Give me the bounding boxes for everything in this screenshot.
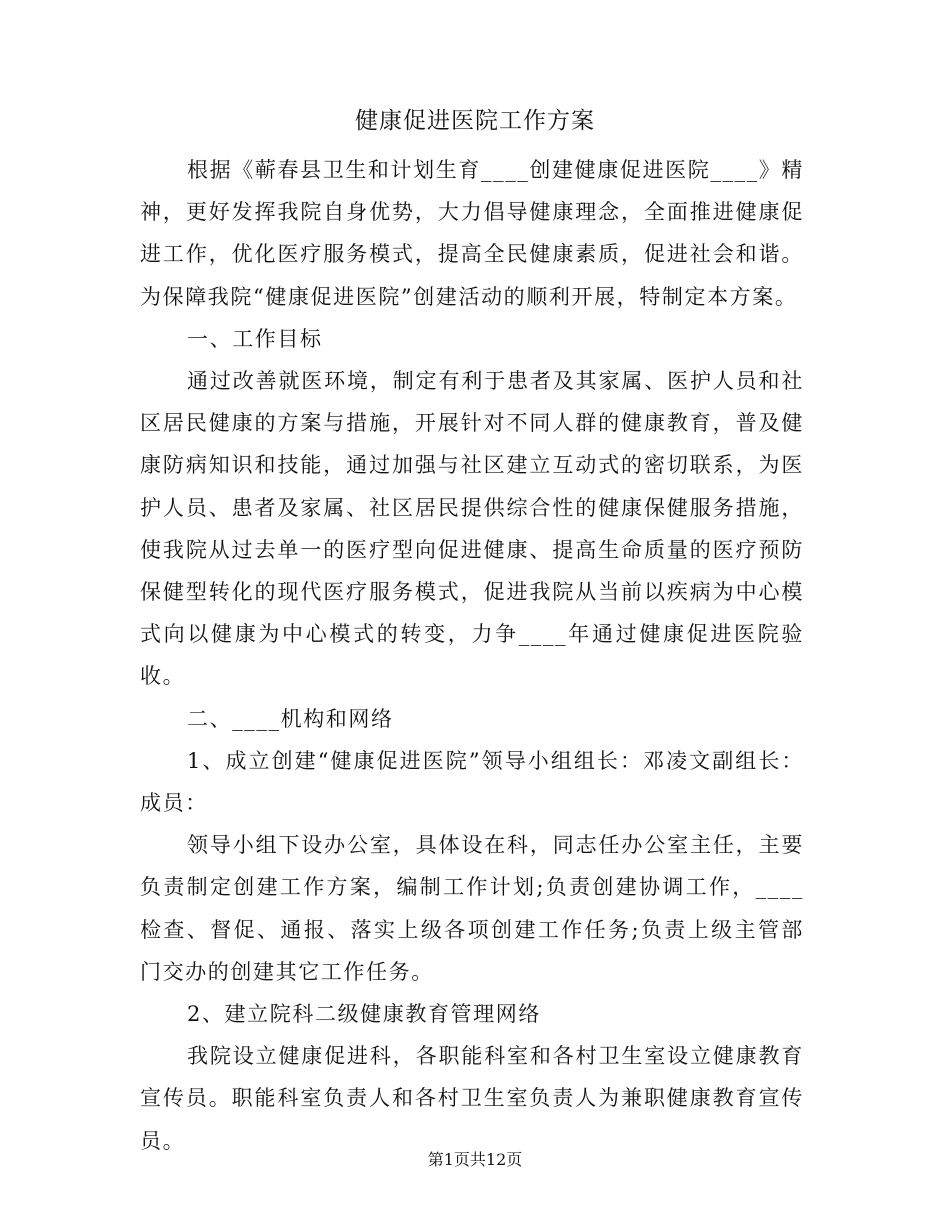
page-number: 第1页共12页 — [427, 1150, 523, 1169]
goals-paragraph: 通过改善就医环境，制定有利于患者及其家属、医护人员和社区居民健康的方案与措施，开展针对不同人群的健康教育，普及健康防病知识和技能，通过加强与社区建立互动式的密切联系，为医护人员、患者及家属、社区居民提供综合性的健康保健服务措施，使我院从过去单一的医疗型向促进健康、提高生命质量的医疗预防保健型转化的现代医疗服务模式，促进我院从当前以疾病为中心模式向以健康为中心模式的转变，力争____年通过健康促进医院验收。 — [140, 369, 804, 689]
propaganda-staff-paragraph: 我院设立健康促进科，各职能科室和各村卫生室设立健康教育宣传员。职能科室负责人和各村卫生室负责人为兼职健康教育宣传员。 — [140, 1044, 804, 1153]
intro-paragraph: 根据《蕲春县卫生和计划生育____创建健康促进医院____》精神，更好发挥我院自身优势，大力倡导健康理念，全面推进健康促进工作，优化医疗服务模式，提高全民健康素质，促进社会和谐。为保障我院“健康促进医院”创建活动的顺利开展，特制定本方案。 — [140, 158, 804, 309]
section-heading-goals: 一、工作目标 — [187, 326, 323, 351]
network-heading-paragraph: 2、建立院科二级健康教育管理网络 — [187, 1002, 541, 1027]
office-duties-paragraph: 领导小组下设办公室，具体设在科，同志任办公室主任，主要负责制定创建工作方案，编制工作计划;负责创建协调工作，____检查、督促、通报、落实上级各项创建工作任务;负责上级主管部门交办的创建其它工作任务。 — [140, 833, 804, 984]
document-title: 健康促进医院工作方案 — [355, 108, 595, 134]
leadership-group-paragraph: 1、成立创建“健康促进医院”领导小组组长：邓凌文副组长：成员： — [140, 748, 804, 816]
document-body — [140, 149, 804, 1162]
section-heading-organization: 二、____机构和网络 — [187, 706, 394, 731]
